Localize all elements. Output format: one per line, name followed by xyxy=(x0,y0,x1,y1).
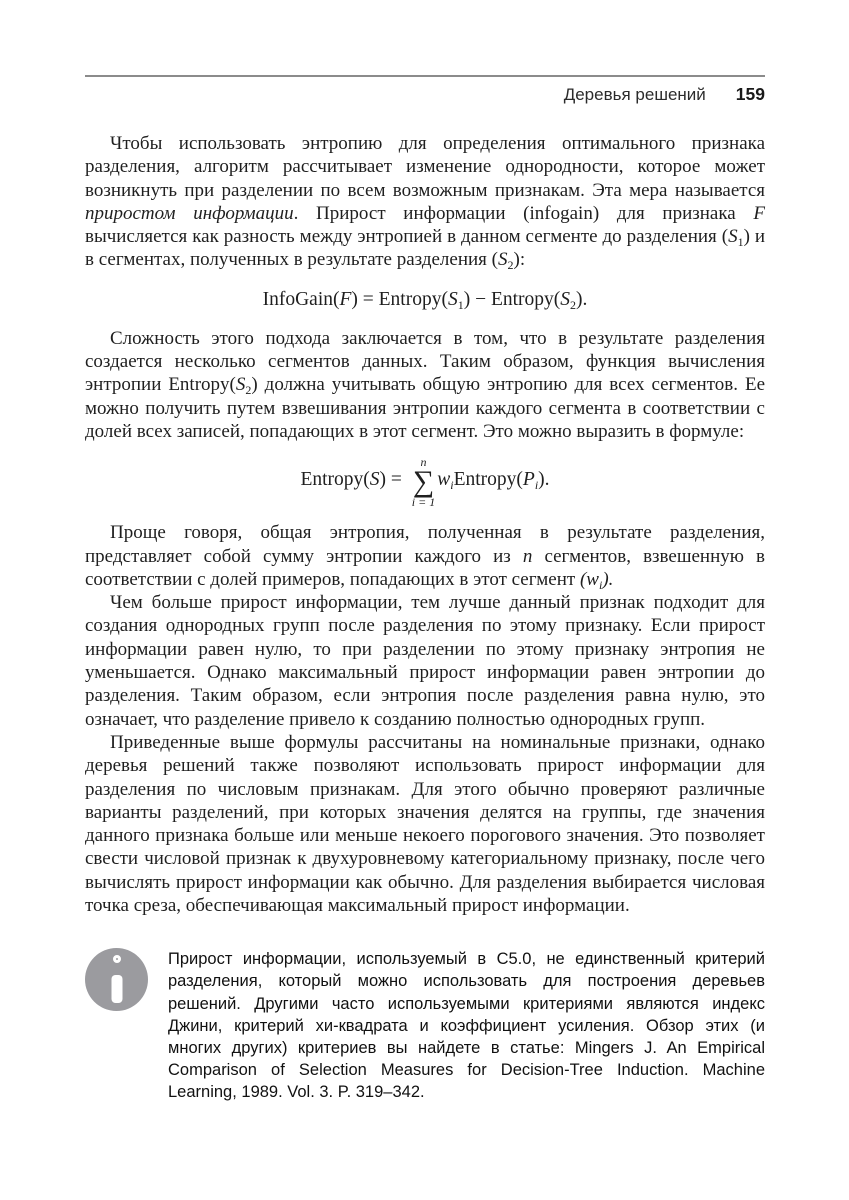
subscript: i xyxy=(534,478,539,493)
italic-run: n xyxy=(522,545,533,567)
italic-run: ). xyxy=(602,568,614,590)
summation-symbol xyxy=(412,456,435,510)
subscript: 2 xyxy=(245,383,252,398)
body-paragraph-5 xyxy=(85,731,765,917)
italic-run: (w xyxy=(579,568,599,590)
italic-run: S xyxy=(560,288,571,310)
text-run: ): xyxy=(513,249,526,271)
text-frame xyxy=(85,0,765,1103)
info-note-text: Прирост информации, используемый в C5.0, не единственный критерий разделения, который можно использовать для построения деревьев решений. Другими часто используемыми критериями являются индекс Джини, критерий хи-квадрата и коэффициент усиления. Обзор этих (и многих других) критериев вы найдете в статье: Mingers J. An Empirical Comparison of Selection Measures for Decision-Tree Induction. Machine Learning, 1989. Vol. 3. P. 319–342. xyxy=(168,950,765,1101)
text-run: ) должна учитывать общую энтропию для всех сегментов. Ее можно получить путем взвешивания энтропии каждого сегмента в соответствии с долей всех записей, попадающих в этот сегмент. Это можно выразить в формуле: xyxy=(85,374,765,442)
text-run: вычисляется как разность между энтропией в данном сегменте до разделения ( xyxy=(85,226,729,248)
text-run: ). xyxy=(538,469,550,491)
subscript: i xyxy=(598,577,603,592)
chapter-title: Деревья решений xyxy=(563,85,706,104)
text-run: InfoGain( xyxy=(262,288,340,310)
text-run: ) = xyxy=(379,469,407,491)
italic-run: S xyxy=(447,288,458,310)
text-run: Чтобы использовать энтропию для определения оптимального признака разделения, алгоритм рассчитывает изменение однородности, которое может возникнуть при разделении по всем возможным признакам. Эта мера называется xyxy=(85,133,765,201)
text-run: Проще говоря, общая энтропия, полученная в результате разделения, представляет собой сумму энтропии каждого из xyxy=(85,522,765,567)
body-paragraph-1 xyxy=(85,132,765,272)
info-note xyxy=(85,948,765,1103)
subscript: 2 xyxy=(570,297,577,312)
italic-run: S xyxy=(369,469,380,491)
sum-lower-limit: i = 1 xyxy=(411,495,436,510)
italic-run: F xyxy=(753,202,766,224)
info-icon-stem xyxy=(111,975,122,1003)
subscript: 2 xyxy=(507,258,514,273)
text-run: ). xyxy=(576,288,588,310)
italic-run: S xyxy=(498,249,508,271)
body-paragraph-3 xyxy=(85,521,765,591)
formula-entropy-sum xyxy=(85,451,765,509)
text-run: ) = Entropy( xyxy=(351,288,448,310)
page-header xyxy=(85,75,765,105)
italic-run: S xyxy=(728,226,738,248)
formula-infogain xyxy=(85,287,765,313)
info-icon xyxy=(85,948,148,1011)
page-body xyxy=(85,132,765,1103)
text-run: ) и в сегментах, полученных в результате разделения ( xyxy=(85,226,765,271)
text-run: Чем больше прирост информации, тем лучше данный признак подходит для создания однородных групп после разделения по этому признаку. Если прирост информации равен нулю, то при разделении по этому признаку энтропия не уменьшается. Однако максимальный прирост информации равен энтропии до разделения. Таким образом, если энтропия после разделения равна нулю, это означает, что разделение привело к созданию полностью однородных групп. xyxy=(85,592,765,730)
page-number: 159 xyxy=(735,84,765,104)
italic-run: F xyxy=(339,288,352,310)
text-run: Сложность этого подхода заключается в том, что в результате разделения создается несколько сегментов данных. Таким образом, функция вычисления энтропии Entropy( xyxy=(85,327,765,396)
italic-run: S xyxy=(235,374,246,396)
subscript: i xyxy=(450,478,454,493)
body-paragraph-4 xyxy=(85,591,765,731)
text-run: . Прирост информации (infogain) для признака xyxy=(293,202,754,224)
subscript: 1 xyxy=(457,297,464,312)
text-run: Entropy( xyxy=(453,469,523,491)
italic-run: P xyxy=(522,469,535,491)
body-paragraph-2 xyxy=(85,327,765,443)
italic-run: приростом информации xyxy=(85,202,294,224)
subscript: 1 xyxy=(737,235,744,250)
text-run: Приведенные выше формулы рассчитаны на номинальные признаки, однако деревья решений также позволяют использовать прирост информации для разделения по числовым признакам. Для этого обычно проверяют различные варианты разделений, при которых значения делятся на группы, где значения данного признака больше или меньше некоего порогового значения. Это позволяет свести числовой признак к двухуровневому категориальному признаку, после чего вычислять прирост информации как обычно. Для разделения выбирается числовая точка среза, обеспечивающая максимальный прирост информации. xyxy=(85,731,765,917)
info-icon-dot xyxy=(113,955,121,963)
italic-run: w xyxy=(437,469,451,491)
text-run: сегментов, взвешенную в соответствии с долей примеров, попадающих в этот сегмент xyxy=(85,545,765,590)
sigma-icon: ∑ xyxy=(412,464,435,498)
sum-upper-limit: n xyxy=(420,454,427,469)
text-run: ) − Entropy( xyxy=(463,288,561,310)
text-run: Entropy( xyxy=(300,469,370,491)
